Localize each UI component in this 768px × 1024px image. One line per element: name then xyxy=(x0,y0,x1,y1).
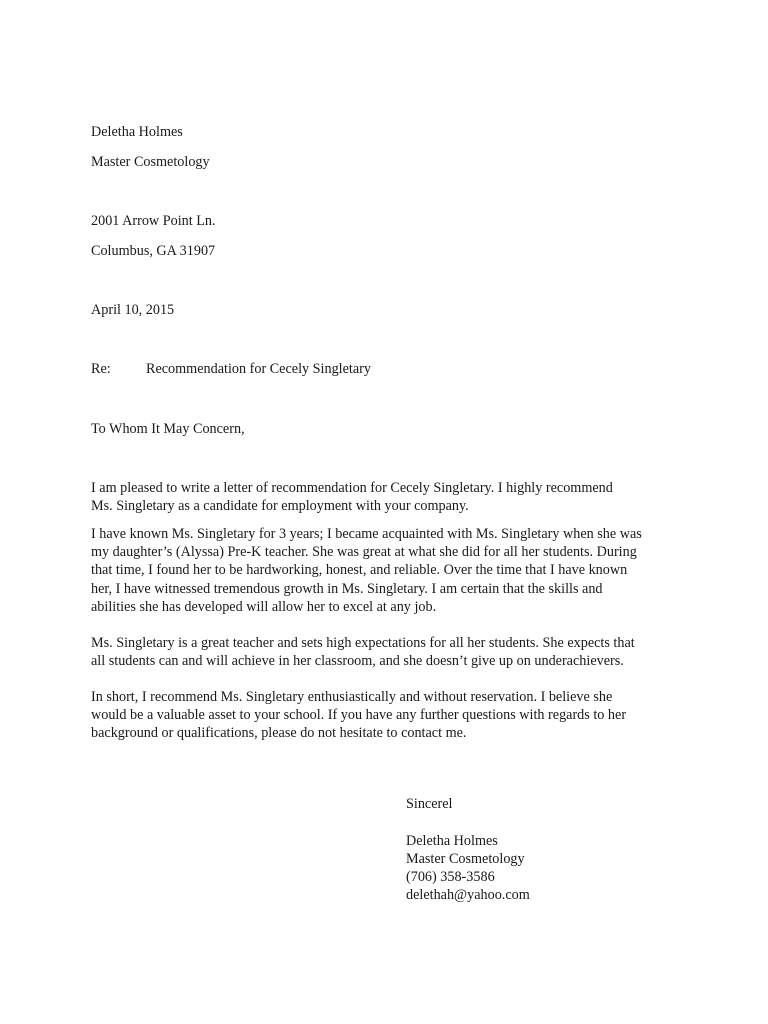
paragraph-line: abilities she has developed will allow her to excel at any job. xyxy=(91,598,437,615)
paragraph-line: In short, I recommend Ms. Singletary enthusiastically and without reservation. I believe she xyxy=(91,689,613,705)
signature-phone: (706) 358-3586 xyxy=(406,869,495,885)
paragraph-3 xyxy=(91,634,691,670)
letter-date: April 10, 2015 xyxy=(91,302,175,318)
sender-name: Deletha Holmes xyxy=(91,124,183,140)
paragraph-line: would be a valuable asset to your school. If you have any further questions with regards to her xyxy=(91,707,627,724)
sender-address-line1: 2001 Arrow Point Ln. xyxy=(91,213,216,229)
paragraph-4 xyxy=(91,688,691,743)
paragraph-line: Ms. Singletary is a great teacher and sets high expectations for all her students. She expects that xyxy=(91,635,635,651)
signature-title: Master Cosmetology xyxy=(406,851,525,867)
re-label: Re: xyxy=(91,361,111,377)
paragraph-2 xyxy=(91,525,691,616)
paragraph-line: I have known Ms. Singletary for 3 years; I became acquainted with Ms. Singletary when she was xyxy=(91,526,642,542)
salutation: To Whom It May Concern, xyxy=(91,421,245,437)
paragraph-line: her, I have witnessed tremendous growth in Ms. Singletary. I am certain that the skills and xyxy=(91,580,603,597)
paragraph-line: my daughter’s (Alyssa) Pre-K teacher. She was great at what she did for all her students. During xyxy=(91,544,637,561)
paragraph-line: Ms. Singletary as a candidate for employment with your company. xyxy=(91,498,469,515)
paragraph-line: that time, I found her to be hardworking, honest, and reliable. Over the time that I have known xyxy=(91,562,628,579)
paragraph-line: I am pleased to write a letter of recommendation for Cecely Singletary. I highly recommend xyxy=(91,480,613,496)
sender-address-line2: Columbus, GA 31907 xyxy=(91,243,216,259)
paragraph-line: all students can and will achieve in her classroom, and she doesn’t give up on underachievers. xyxy=(91,653,624,670)
signature-name: Deletha Holmes xyxy=(406,833,498,849)
re-subject: Recommendation for Cecely Singletary xyxy=(146,361,371,377)
closing-word: Sincerel xyxy=(406,796,453,812)
paragraph-line: background or qualifications, please do not hesitate to contact me. xyxy=(91,725,467,742)
signature-email: delethah@yahoo.com xyxy=(406,887,530,903)
paragraph-1 xyxy=(91,479,691,515)
sender-title: Master Cosmetology xyxy=(91,154,210,170)
